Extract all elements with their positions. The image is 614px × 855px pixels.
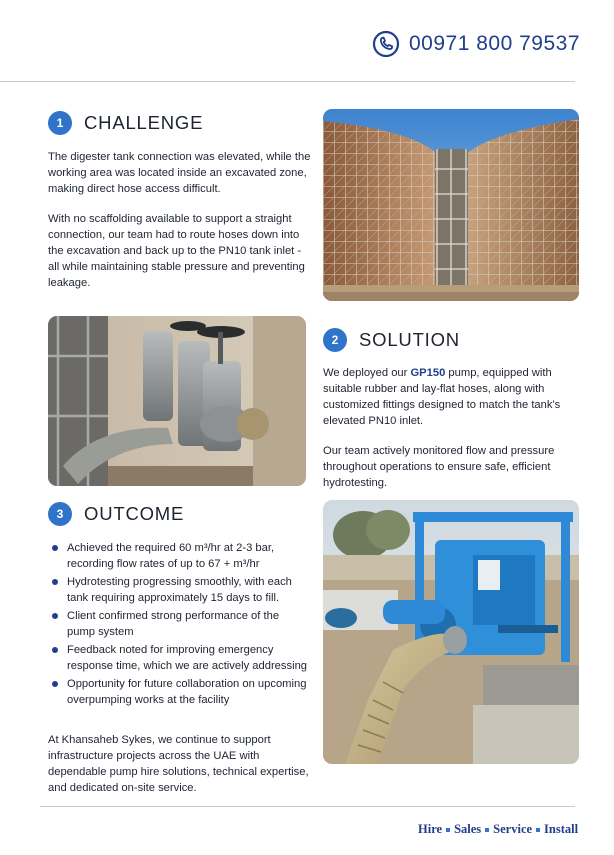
separator-icon — [536, 828, 540, 832]
challenge-paragraph: With no scaffolding available to support a straight connection, our team had to route hoses down into the excavation and back up to the PN10 tank inlet - all while maintaining stable pressure and preventing leakage. — [48, 213, 305, 289]
solution-heading — [323, 328, 460, 352]
section-number-badge: 3 — [48, 502, 72, 526]
text-run: We deployed our — [323, 367, 411, 379]
tank-valves-photo — [48, 316, 306, 486]
outcome-heading — [48, 502, 184, 526]
gp150-pump-photo — [323, 500, 579, 764]
challenge-heading — [48, 111, 203, 135]
header-divider — [0, 81, 575, 82]
challenge-text — [48, 149, 313, 291]
solution-text — [323, 365, 581, 491]
pump-model: GP150 — [410, 367, 446, 379]
text-run: pump, equipped with suitable rubber and lay-flat hoses, along with customized fittings designed to match the tank's elevated PN10 inlet. — [323, 367, 561, 427]
footer-item: Hire — [418, 822, 443, 836]
closing-text — [48, 732, 310, 796]
closing-paragraph: At Khansaheb Sykes, we continue to support infrastructure projects across the UAE with dependable pump hire solutions, technical expertise, and dedicated on-site service. — [48, 734, 309, 794]
footer-item: Sales — [454, 822, 482, 836]
challenge-paragraph: The digester tank connection was elevated, while the working area was located inside an excavated zone, making direct hose access difficult. — [48, 151, 311, 195]
phone-icon — [372, 30, 400, 58]
list-item: Achieved the required 60 m³/hr at 2-3 bar, recording flow rates of up to 67 + m³/hr — [48, 540, 310, 572]
footer-divider — [40, 806, 575, 807]
list-item: Client confirmed strong performance of the pump system — [48, 608, 310, 640]
list-item: Hydrotesting progressing smoothly, with each tank requiring approximately 15 days to fill. — [48, 574, 310, 606]
section-title: OUTCOME — [84, 503, 185, 524]
section-number-badge: 1 — [48, 111, 72, 135]
section-number-badge: 2 — [323, 328, 347, 352]
footer-item: Service — [493, 822, 533, 836]
solution-paragraph: Our team actively monitored flow and pressure throughout operations to ensure safe, efficient hydrotesting. — [323, 445, 555, 489]
separator-icon — [446, 828, 450, 832]
separator-icon — [485, 828, 489, 832]
digester-tanks-photo — [323, 109, 579, 301]
outcome-list — [48, 540, 310, 710]
section-title: CHALLENGE — [84, 112, 204, 133]
list-item: Opportunity for future collaboration on upcoming overpumping works at the facility — [48, 676, 310, 708]
list-item: Feedback noted for improving emergency response time, which we are actively addressing — [48, 642, 310, 674]
footer-item: Install — [544, 822, 579, 836]
header-phone[interactable] — [372, 30, 580, 58]
phone-number[interactable]: 00971 800 79537 — [409, 32, 580, 55]
section-title: SOLUTION — [359, 329, 460, 350]
footer-services — [418, 822, 578, 837]
solution-paragraph — [323, 365, 581, 429]
